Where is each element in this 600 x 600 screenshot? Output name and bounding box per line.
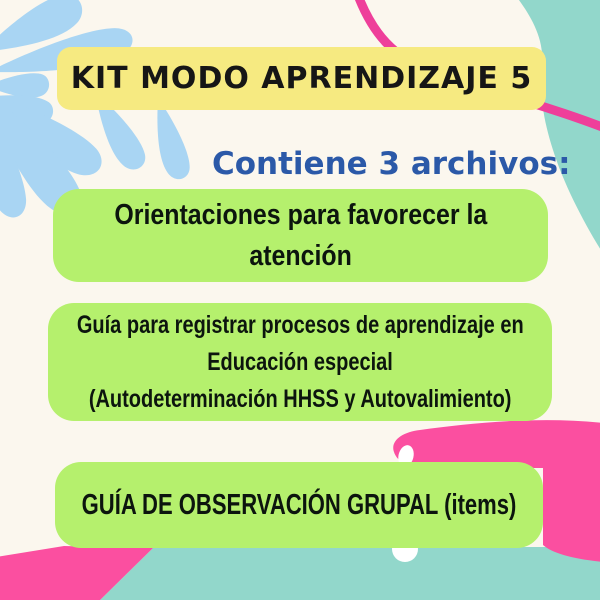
teal-wedge-bottom <box>96 547 600 600</box>
file-card-1-line-1: Orientaciones para favorecer la <box>114 198 487 231</box>
title-banner <box>57 47 546 110</box>
file-card-2-line-1: Guía para registrar procesos de aprendizaje en <box>76 310 524 339</box>
file-card-3-line-1: GUÍA DE OBSERVACIÓN GRUPAL (items) <box>81 489 517 521</box>
file-card-2 <box>48 303 552 421</box>
file-card-2-line-3: (Autodeterminación HHSS y Autovalimiento) <box>88 384 512 413</box>
file-card-1 <box>53 189 548 282</box>
file-card-1-line-2: atención <box>249 239 352 272</box>
subtitle: Contiene 3 archivos: <box>212 146 571 182</box>
poster-title: KIT MODO APRENDIZAJE 5 <box>70 61 533 96</box>
file-card-2-line-2: Educación especial <box>207 347 393 376</box>
file-card-3 <box>55 462 543 548</box>
